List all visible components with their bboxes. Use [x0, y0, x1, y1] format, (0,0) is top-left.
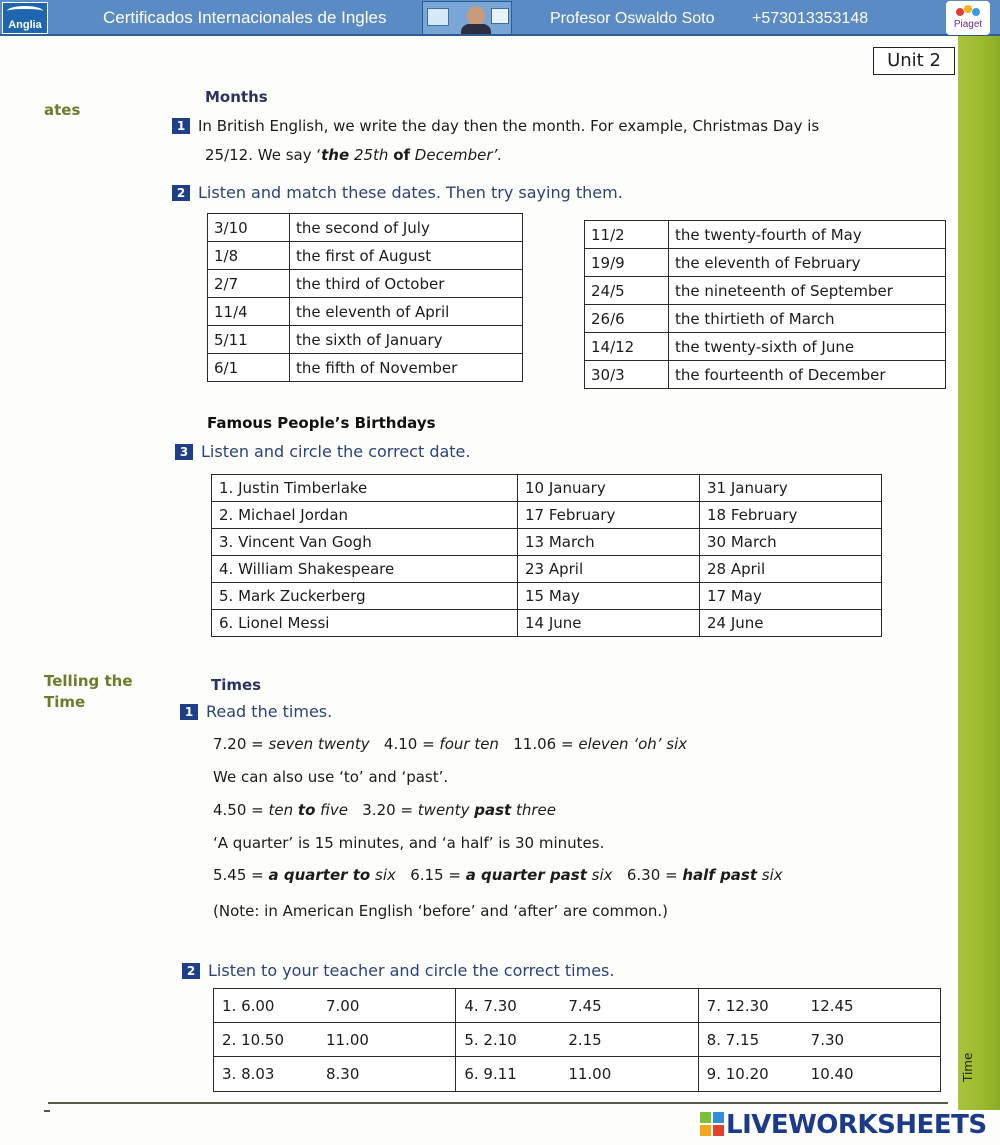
- times-column: [699, 989, 940, 1091]
- times-line-4: ‘A quarter’ is 15 minutes, and ‘a half’ is 30 minutes.: [213, 834, 605, 852]
- table-row: [585, 333, 946, 361]
- table-row: [208, 298, 523, 326]
- date-option-cell: 10 January: [518, 475, 700, 502]
- times-row: [456, 989, 697, 1023]
- page-spine: [958, 36, 1000, 1110]
- date-words-cell: the second of July: [290, 214, 523, 242]
- time-option: 11.00: [568, 1065, 612, 1083]
- date-cell: 30/3: [585, 361, 669, 389]
- table-row: [212, 475, 882, 502]
- date-cell: 6/1: [208, 354, 290, 382]
- time-option: 7.00: [326, 996, 360, 1015]
- footer-mark: [44, 1110, 50, 1112]
- person-cell: 6. Lionel Messi: [212, 610, 518, 637]
- date-words-cell: the twenty-sixth of June: [669, 333, 946, 361]
- table-row: [585, 221, 946, 249]
- times-ex1-instruction: 1 Read the times.: [180, 702, 332, 721]
- date-words-cell: the eleventh of February: [669, 249, 946, 277]
- months-ex1-line1: 1 In British English, we write the day then the month. For example, Christmas Day is: [172, 117, 819, 135]
- times-line-1: 7.20 = seven twenty 4.10 = four ten 11.06 = eleven ‘oh’ six: [213, 735, 688, 753]
- times-row: [214, 1057, 455, 1091]
- date-words-cell: the sixth of January: [290, 326, 523, 354]
- time-option: 1. 6.00: [222, 996, 275, 1015]
- times-heading: Times: [211, 676, 262, 694]
- date-words-cell: the thirtieth of March: [669, 305, 946, 333]
- date-cell: 19/9: [585, 249, 669, 277]
- person-cell: 4. William Shakespeare: [212, 556, 518, 583]
- time-option: 11.00: [326, 1030, 369, 1049]
- piaget-logo: Piaget: [946, 1, 990, 35]
- times-column: [214, 989, 456, 1091]
- date-option-cell: 17 May: [700, 583, 882, 610]
- date-cell: 14/12: [585, 333, 669, 361]
- times-line-3: 4.50 = ten to five 3.20 = twenty past three: [213, 801, 556, 819]
- side-label-telling: Telling the: [44, 672, 133, 690]
- birthdays-ex3-instruction: 3 Listen and circle the correct date.: [175, 442, 470, 461]
- footer-rule: [48, 1102, 948, 1104]
- time-option: 7.30: [810, 1030, 845, 1049]
- date-words-cell: the fourteenth of December: [669, 361, 946, 389]
- table-row: [208, 354, 523, 382]
- time-option: 3. 8.03: [222, 1065, 275, 1083]
- side-label-time: Time: [44, 693, 86, 711]
- teacher-phone: +573013353148: [752, 10, 869, 27]
- exercise-number: 2: [172, 185, 190, 201]
- liveworksheets-logo: LIVEWORKSHEETS: [700, 1110, 987, 1140]
- time-option: 5. 2.10: [464, 1030, 517, 1049]
- times-row: [214, 989, 455, 1023]
- date-option-cell: 30 March: [700, 529, 882, 556]
- date-cell: 1/8: [208, 242, 290, 270]
- liveworksheets-icon: [700, 1112, 724, 1136]
- times-column: [456, 989, 698, 1091]
- table-row: [585, 361, 946, 389]
- dates-table-left: [207, 213, 523, 382]
- person-cell: 2. Michael Jordan: [212, 502, 518, 529]
- time-option: 2. 10.50: [222, 1030, 285, 1049]
- date-option-cell: 14 June: [518, 610, 700, 637]
- times-line-5: 5.45 = a quarter to six 6.15 = a quarter past six 6.30 = half past six: [213, 866, 783, 884]
- table-row: [585, 305, 946, 333]
- date-cell: 11/4: [208, 298, 290, 326]
- table-row: [208, 326, 523, 354]
- times-row: [456, 1023, 697, 1057]
- time-option: 6. 9.11: [464, 1065, 517, 1083]
- time-option: 8.30: [326, 1065, 360, 1083]
- person-cell: 1. Justin Timberlake: [212, 475, 518, 502]
- table-row: [212, 502, 882, 529]
- table-row: [208, 270, 523, 298]
- date-cell: 3/10: [208, 214, 290, 242]
- months-heading: Months: [205, 88, 268, 106]
- date-cell: 11/2: [585, 221, 669, 249]
- table-row: [212, 583, 882, 610]
- time-option: 4. 7.30: [464, 996, 517, 1015]
- teacher-name: Profesor Oswaldo Soto: [550, 10, 715, 27]
- table-row: [208, 214, 523, 242]
- birthdays-table: [211, 474, 882, 637]
- date-option-cell: 31 January: [700, 475, 882, 502]
- teacher-photo: [422, 1, 512, 35]
- dates-table-right: [584, 220, 946, 389]
- date-option-cell: 15 May: [518, 583, 700, 610]
- months-ex1-line2: 25/12. We say ‘the 25th of December’.: [205, 146, 503, 164]
- date-option-cell: 17 February: [518, 502, 700, 529]
- spine-label: Time: [961, 1052, 975, 1082]
- time-option: 2.15: [568, 1030, 602, 1049]
- date-words-cell: the first of August: [290, 242, 523, 270]
- times-row: [214, 1023, 455, 1057]
- banner-title: Certificados Internacionales de Ingles: [103, 8, 387, 27]
- date-cell: 2/7: [208, 270, 290, 298]
- date-words-cell: the fifth of November: [290, 354, 523, 382]
- times-line-2: We can also use ‘to’ and ‘past’.: [213, 768, 449, 786]
- times-table: [213, 988, 941, 1092]
- side-label-dates: ates: [44, 101, 81, 119]
- table-row: [212, 529, 882, 556]
- date-words-cell: the twenty-fourth of May: [669, 221, 946, 249]
- time-option: 8. 7.15: [706, 1030, 760, 1049]
- exercise-number: 2: [182, 963, 200, 979]
- date-option-cell: 13 March: [518, 529, 700, 556]
- person-cell: 5. Mark Zuckerberg: [212, 583, 518, 610]
- table-row: [212, 556, 882, 583]
- time-option: 9. 10.20: [706, 1065, 769, 1083]
- unit-label: Unit 2: [873, 47, 955, 75]
- time-option: 7. 12.30: [706, 996, 769, 1015]
- date-cell: 26/6: [585, 305, 669, 333]
- time-option: 10.40: [810, 1065, 854, 1083]
- exercise-number: 1: [180, 704, 198, 720]
- anglia-logo: Anglia: [2, 2, 48, 34]
- time-option: 7.45: [568, 996, 602, 1015]
- times-row: [699, 989, 940, 1023]
- date-option-cell: 23 April: [518, 556, 700, 583]
- date-words-cell: the nineteenth of September: [669, 277, 946, 305]
- times-line-6: (Note: in American English ‘before’ and ‘after’ are common.): [213, 902, 669, 920]
- times-row: [456, 1057, 697, 1091]
- time-option: 12.45: [810, 996, 854, 1015]
- times-row: [699, 1057, 940, 1091]
- date-cell: 24/5: [585, 277, 669, 305]
- months-ex2-instruction: 2 Listen and match these dates. Then try saying them.: [172, 183, 623, 202]
- birthdays-heading: Famous People’s Birthdays: [207, 414, 436, 432]
- table-row: [585, 277, 946, 305]
- date-words-cell: the eleventh of April: [290, 298, 523, 326]
- times-ex2-instruction: 2 Listen to your teacher and circle the correct times.: [182, 961, 614, 980]
- table-row: [585, 249, 946, 277]
- table-row: [212, 610, 882, 637]
- date-cell: 5/11: [208, 326, 290, 354]
- date-option-cell: 18 February: [700, 502, 882, 529]
- table-row: [208, 242, 523, 270]
- date-option-cell: 28 April: [700, 556, 882, 583]
- person-cell: 3. Vincent Van Gogh: [212, 529, 518, 556]
- date-words-cell: the third of October: [290, 270, 523, 298]
- date-option-cell: 24 June: [700, 610, 882, 637]
- header-banner: [0, 0, 1000, 36]
- times-row: [699, 1023, 940, 1057]
- exercise-number: 1: [172, 118, 190, 134]
- exercise-number: 3: [175, 444, 193, 460]
